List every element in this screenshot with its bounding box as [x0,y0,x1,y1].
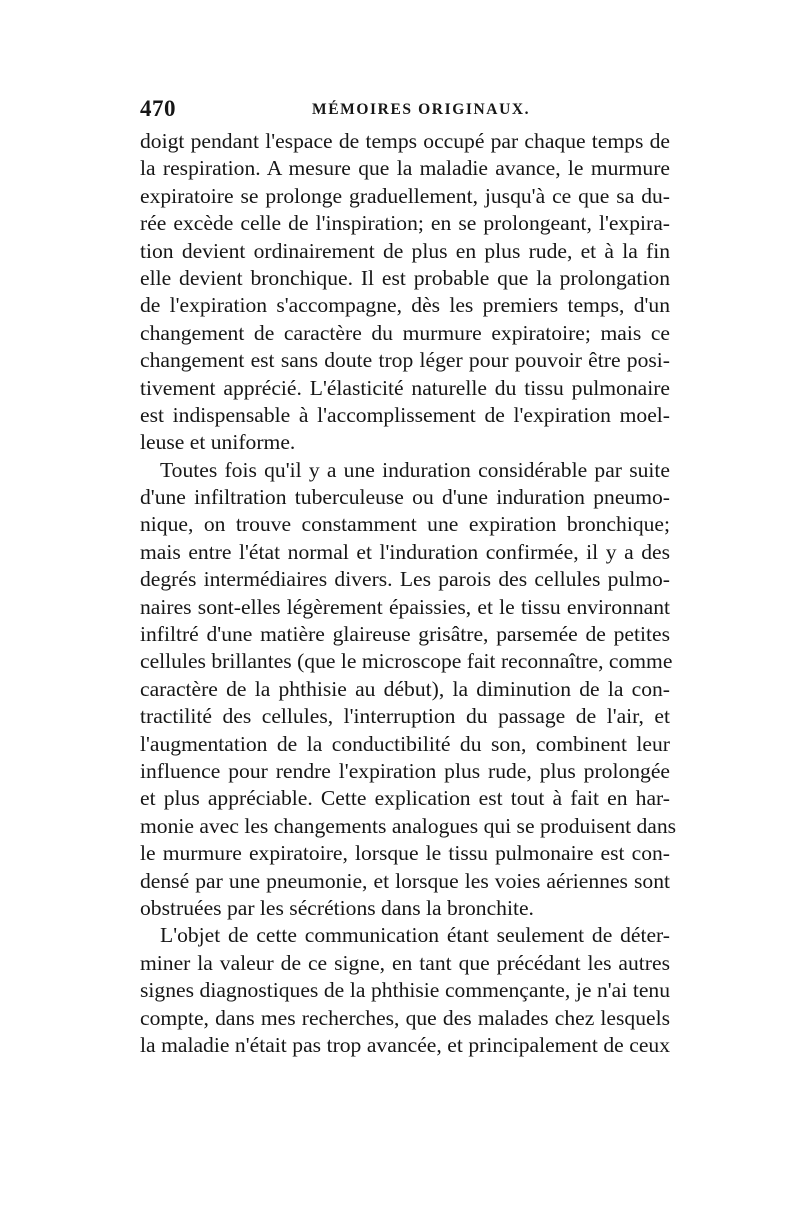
text-line: cellules brillantes (que le microscope fait reconnaître, comme [140,649,673,674]
text-line: elle devient bronchique. Il est probable que la prolongation [140,265,670,290]
text-line: la maladie n'était pas trop avancée, et principalement de ceux [140,1032,670,1057]
paragraph-1 [140,128,670,457]
text-line: changement de caractère du murmure expiratoire; mais ce [140,320,670,345]
text-line: naires sont-elles légèrement épaissies, et le tissu environnant [140,594,670,619]
text-line: et plus appréciable. Cette explication est tout à fait en har- [140,786,670,811]
text-line: l'augmentation de la conductibilité du son, combinent leur [140,731,670,756]
page-number: 470 [140,96,176,121]
text-line: est indispensable à l'accomplissement de l'expiration moel- [140,402,670,427]
text-line: tractilité des cellules, l'interruption du passage de l'air, et [140,704,670,729]
text-line: nique, on trouve constamment une expiration bronchique; [140,512,670,537]
text-line: signes diagnostiques de la phthisie commençante, je n'ai tenu [140,978,670,1003]
text-line: influence pour rendre l'expiration plus rude, plus prolongée [140,758,670,783]
text-line: Toutes fois qu'il y a une induration considérable par suite [160,457,670,482]
page-header [140,96,670,126]
paragraph-2 [140,457,677,923]
text-line: rée excède celle de l'inspiration; en se prolongeant, l'expira- [140,211,670,236]
text-line: tion devient ordinairement de plus en plus rude, et à la fin [140,238,670,263]
text-line: compte, dans mes recherches, que des malades chez lesquels [140,1005,670,1030]
text-line: leuse et uniforme. [140,430,296,455]
text-line: tivement apprécié. L'élasticité naturelle du tissu pulmonaire [140,375,670,400]
text-line: expiratoire se prolonge graduellement, jusqu'à ce que sa du- [140,183,670,208]
text-line: infiltré d'une matière glaireuse grisâtre, parsemée de petites [140,622,670,647]
text-line: caractère de la phthisie au début), la diminution de la con- [140,676,670,701]
text-line: doigt pendant l'espace de temps occupé par chaque temps de [140,129,670,153]
text-line: changement est sans doute trop léger pour pouvoir être posi- [140,348,670,373]
text-line: monie avec les changements analogues qui se produisent dans [140,813,677,838]
running-title: MÉMOIRES ORIGINAUX. [312,101,531,118]
text-line: la respiration. A mesure que la maladie avance, le murmure [140,156,670,181]
text-line: le murmure expiratoire, lorsque le tissu pulmonaire est con- [140,841,670,866]
text-line: de l'expiration s'accompagne, dès les premiers temps, d'un [140,293,670,318]
text-line: mais entre l'état normal et l'induration confirmée, il y a des [140,539,670,564]
body-text [140,128,677,1059]
paragraph-3 [140,922,670,1059]
text-line: densé par une pneumonie, et lorsque les voies aériennes sont [140,868,670,893]
text-line: obstruées par les sécrétions dans la bronchite. [140,895,534,920]
text-line: degrés intermédiaires divers. Les parois des cellules pulmo- [140,567,670,592]
text-line: L'objet de cette communication étant seulement de déter- [160,923,670,948]
text-line: miner la valeur de ce signe, en tant que précédant les autres [140,950,670,975]
text-line: d'une infiltration tuberculeuse ou d'une induration pneumo- [140,485,670,510]
